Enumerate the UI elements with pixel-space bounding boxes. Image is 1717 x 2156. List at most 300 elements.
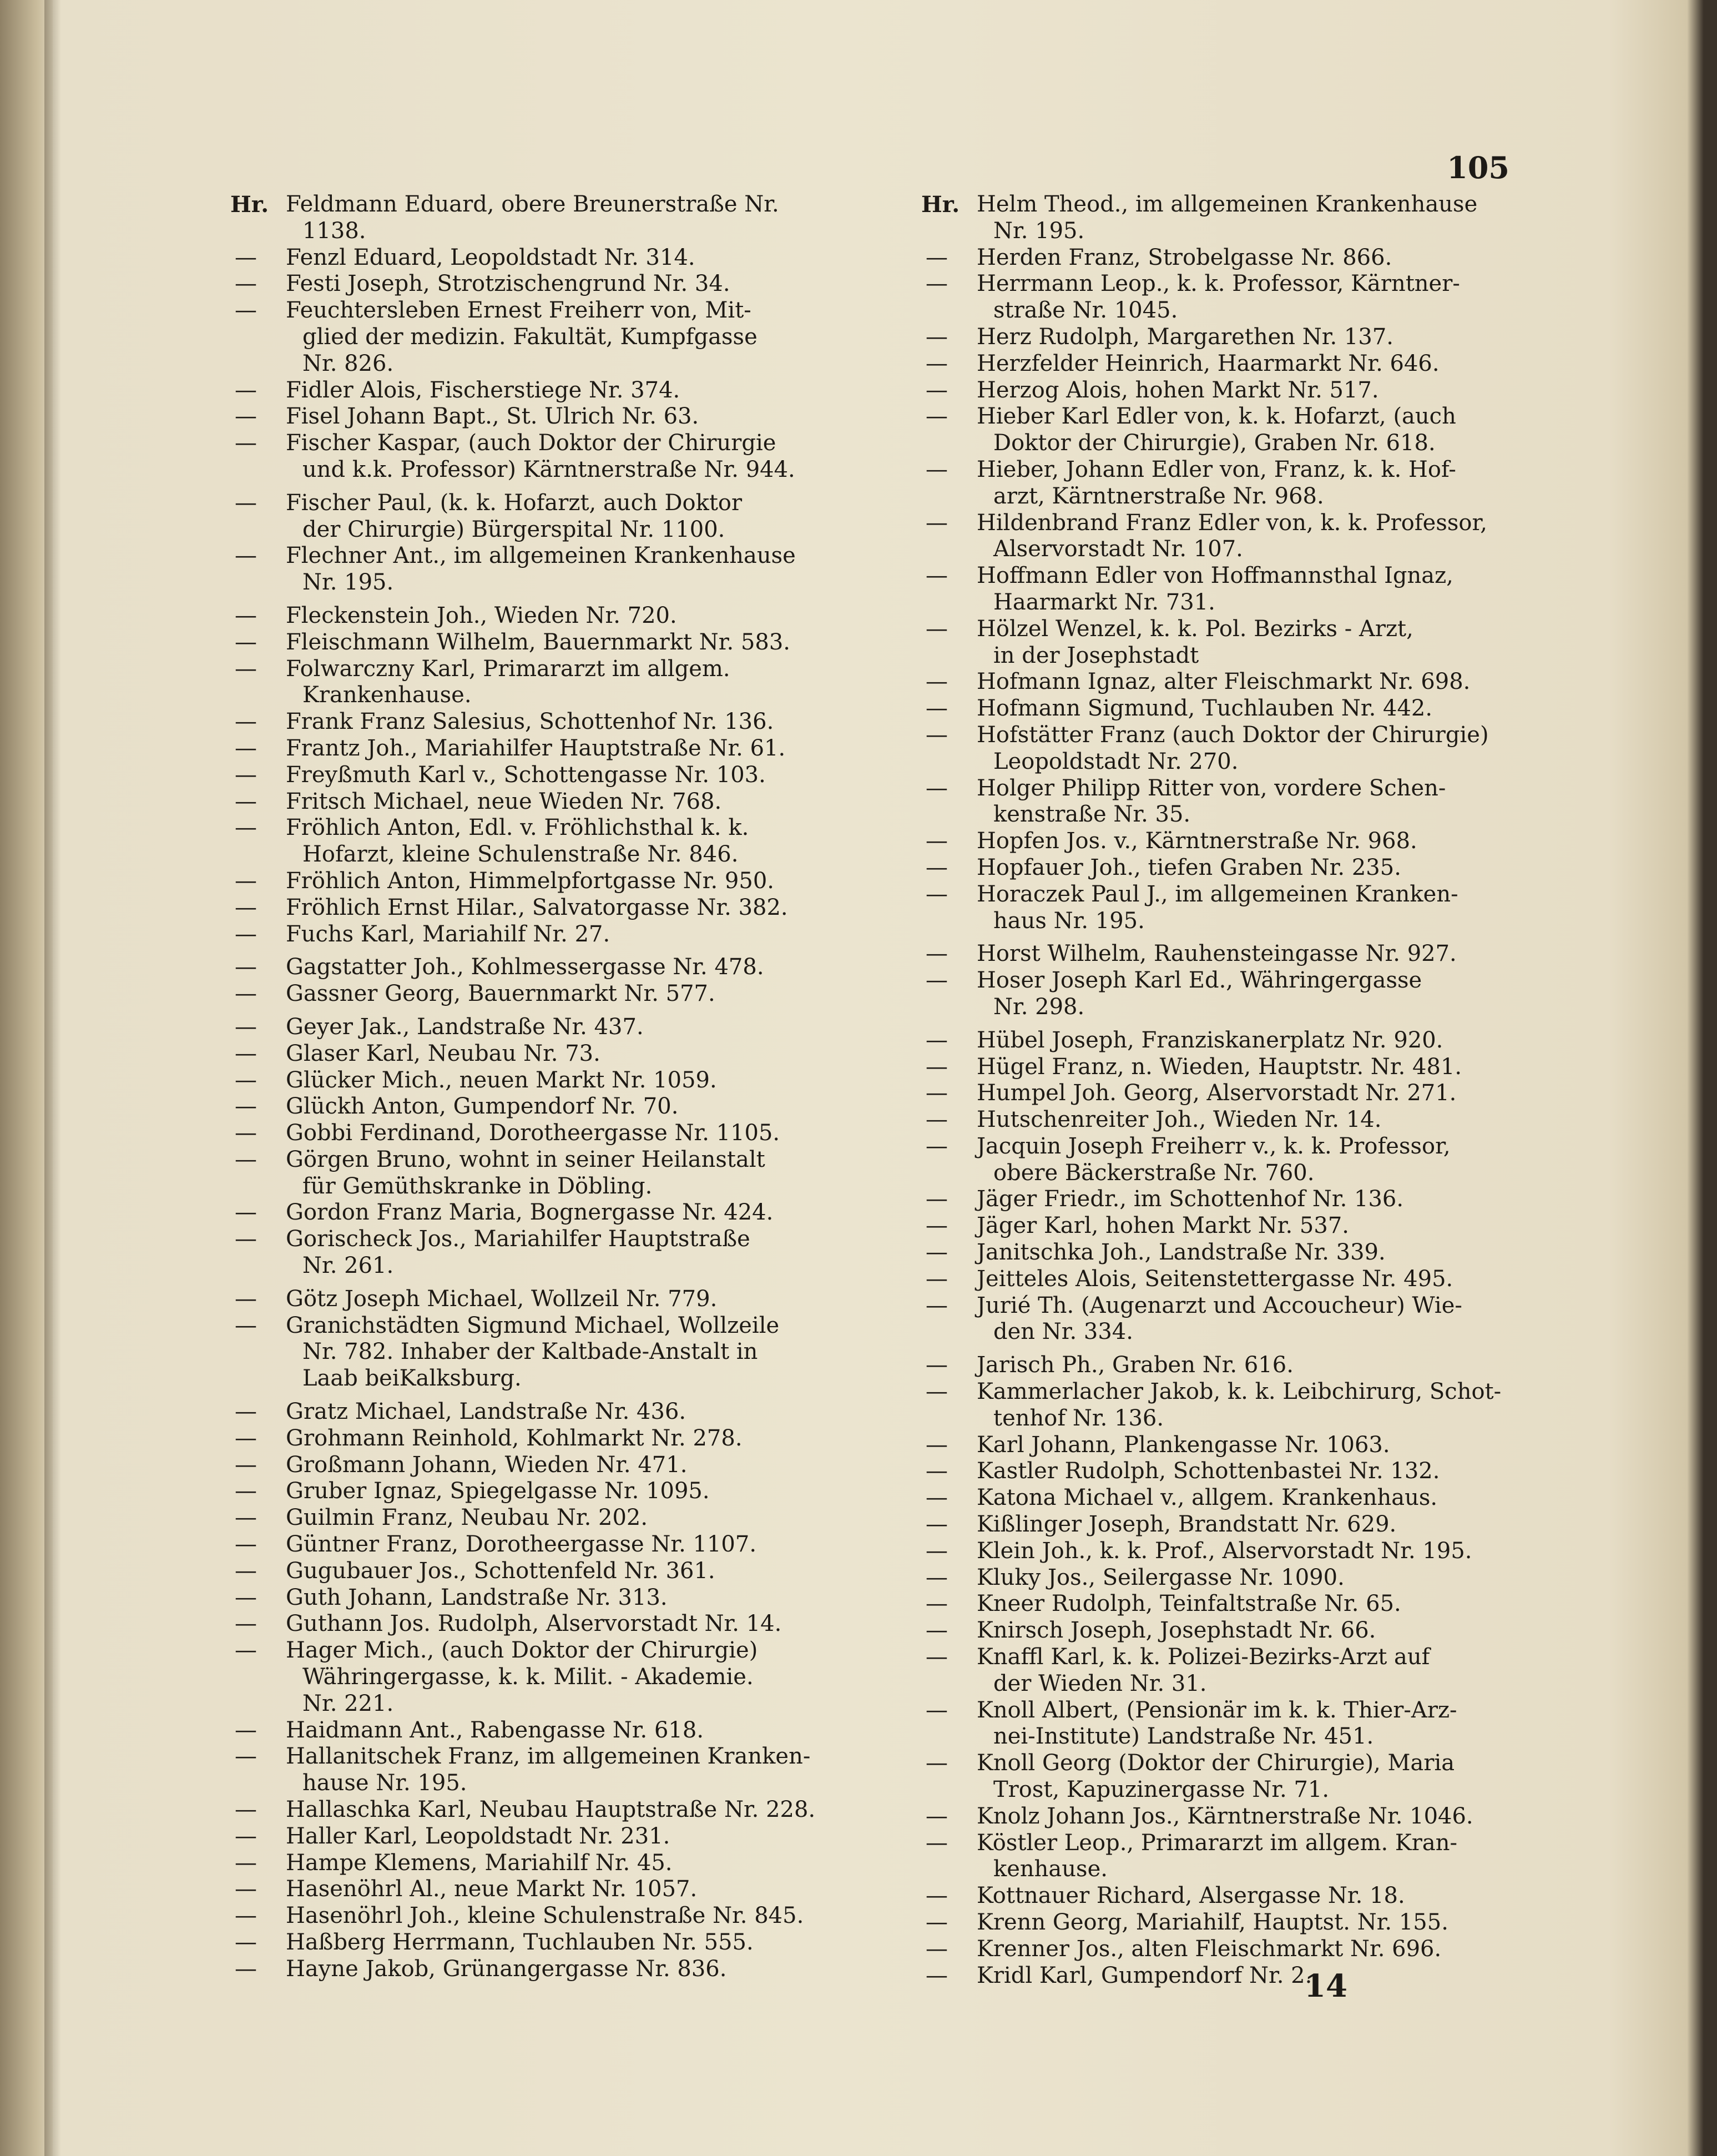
directory-entry bbox=[230, 1067, 819, 1094]
directory-entry bbox=[230, 921, 819, 948]
entry-text: Güntner Franz, Dorotheergasse Nr. 1107. bbox=[286, 1532, 757, 1558]
entry-text: Herzog Alois, hohen Markt Nr. 517. bbox=[977, 377, 1379, 403]
ditto-dash: — bbox=[235, 1014, 257, 1040]
entry-text: Hopfen Jos. v., Kärntnerstraße Nr. 968. bbox=[977, 828, 1417, 854]
ditto-dash: — bbox=[926, 563, 948, 589]
directory-entry bbox=[230, 1226, 819, 1280]
entry-text: Hofstätter Franz (auch Doktor der Chirurgie) bbox=[977, 722, 1489, 748]
entry-text: Horaczek Paul J., im allgemeinen Kranken- bbox=[977, 881, 1458, 907]
ditto-dash: — bbox=[235, 1452, 257, 1478]
directory-entry bbox=[921, 1352, 1504, 1379]
directory-entry bbox=[921, 1936, 1504, 1963]
directory-entry bbox=[230, 1903, 819, 1930]
entry-continuation: der Chirurgie) Bürgerspital Nr. 1100. bbox=[302, 516, 725, 542]
ditto-dash: — bbox=[926, 1292, 948, 1318]
directory-entry bbox=[230, 1585, 819, 1611]
entry-text: Hieber Karl Edler von, k. k. Hofarzt, (auch bbox=[977, 404, 1456, 430]
ditto-dash: — bbox=[926, 696, 948, 722]
ditto-dash: — bbox=[926, 377, 948, 403]
entry-text: Fröhlich Anton, Edl. v. Fröhlichsthal k. k. bbox=[286, 815, 749, 841]
entry-continuation: 1138. bbox=[302, 218, 366, 244]
entry-text: Holger Philipp Ritter von, vordere Schen- bbox=[977, 775, 1446, 801]
ditto-dash: — bbox=[926, 1352, 948, 1378]
directory-entry bbox=[921, 1213, 1504, 1240]
ditto-dash: — bbox=[235, 1584, 257, 1610]
directory-entry bbox=[921, 377, 1504, 404]
ditto-dash: — bbox=[235, 1930, 257, 1955]
ditto-dash: — bbox=[235, 1850, 257, 1876]
ditto-dash: — bbox=[926, 1213, 948, 1239]
ditto-dash: — bbox=[926, 968, 948, 994]
ditto-dash: — bbox=[926, 510, 948, 536]
directory-entry bbox=[230, 603, 819, 629]
entry-text: Hallanitschek Franz, im allgemeinen Kranken- bbox=[286, 1744, 811, 1770]
printer-signature: 14 bbox=[1304, 1968, 1347, 2004]
directory-entry bbox=[921, 828, 1504, 855]
directory-entry bbox=[921, 1134, 1504, 1187]
ditto-dash: — bbox=[926, 1133, 948, 1159]
ditto-dash: — bbox=[926, 350, 948, 376]
entry-text: Jacquin Joseph Freiherr v., k. k. Professor, bbox=[977, 1133, 1451, 1159]
entry-text: Fröhlich Anton, Himmelpfortgasse Nr. 950. bbox=[286, 868, 774, 894]
ditto-dash: — bbox=[235, 788, 257, 814]
directory-entry bbox=[230, 629, 819, 656]
ditto-dash: — bbox=[235, 298, 257, 324]
entry-continuation: Nr. 298. bbox=[993, 994, 1085, 1020]
ditto-dash: — bbox=[235, 1286, 257, 1312]
entry-text: Frank Franz Salesius, Schottenhof Nr. 136. bbox=[286, 709, 774, 735]
ditto-dash: — bbox=[926, 1591, 948, 1617]
ditto-dash: — bbox=[926, 616, 948, 642]
ditto-dash: — bbox=[235, 981, 257, 1007]
entry-continuation: nei-Institute) Landstraße Nr. 451. bbox=[993, 1724, 1374, 1750]
entry-text: Herden Franz, Strobelgasse Nr. 866. bbox=[977, 244, 1392, 270]
ditto-dash: — bbox=[235, 271, 257, 297]
entry-text: Janitschka Joh., Landstraße Nr. 339. bbox=[977, 1240, 1386, 1266]
entry-continuation: den Nr. 334. bbox=[993, 1319, 1133, 1345]
ditto-dash: — bbox=[926, 1054, 948, 1080]
directory-entry bbox=[230, 789, 819, 815]
ditto-dash: — bbox=[926, 1485, 948, 1511]
directory-entry bbox=[230, 1200, 819, 1226]
directory-entry bbox=[230, 1041, 819, 1067]
binding-shadow bbox=[44, 0, 61, 2156]
directory-entry bbox=[921, 616, 1504, 669]
directory-entry bbox=[230, 1532, 819, 1558]
entry-text: Hager Mich., (auch Doktor der Chirurgie) bbox=[286, 1638, 758, 1664]
entry-text: Krenn Georg, Mariahilf, Hauptst. Nr. 155. bbox=[977, 1910, 1448, 1935]
directory-entry bbox=[921, 404, 1504, 457]
ditto-dash: — bbox=[235, 1956, 257, 1982]
ditto-dash: — bbox=[235, 1717, 257, 1743]
ditto-dash: — bbox=[926, 669, 948, 695]
entry-text: Gruber Ignaz, Spiegelgasse Nr. 1095. bbox=[286, 1478, 710, 1504]
directory-entry bbox=[921, 1432, 1504, 1459]
directory-entry bbox=[230, 1094, 819, 1120]
ditto-dash: — bbox=[235, 1040, 257, 1066]
directory-entry bbox=[230, 1717, 819, 1744]
directory-entry bbox=[230, 1850, 819, 1877]
directory-entry bbox=[921, 1538, 1504, 1565]
entry-text: Feldmann Eduard, obere Breunerstraße Nr. bbox=[286, 192, 779, 217]
directory-entry bbox=[921, 1186, 1504, 1213]
entry-continuation: Haarmarkt Nr. 731. bbox=[993, 589, 1215, 615]
entry-text: Haßberg Herrmann, Tuchlauben Nr. 555. bbox=[286, 1930, 754, 1955]
entry-text: Glücker Mich., neuen Markt Nr. 1059. bbox=[286, 1067, 717, 1093]
directory-entry bbox=[230, 1313, 819, 1392]
directory-entry bbox=[230, 815, 819, 868]
entry-text: Hofmann Sigmund, Tuchlauben Nr. 442. bbox=[977, 696, 1433, 722]
entry-continuation: Nr. 782. Inhaber der Kaltbade-Anstalt in bbox=[302, 1339, 758, 1365]
entry-text: Hieber, Johann Edler von, Franz, k. k. Hof- bbox=[977, 456, 1456, 482]
entry-text: Karl Johann, Plankengasse Nr. 1063. bbox=[977, 1432, 1390, 1458]
ditto-dash: — bbox=[926, 1240, 948, 1266]
ditto-dash: — bbox=[926, 1027, 948, 1053]
directory-entry bbox=[230, 762, 819, 789]
ditto-dash: — bbox=[926, 1962, 948, 1988]
ditto-dash: — bbox=[926, 1458, 948, 1484]
directory-entry bbox=[921, 510, 1504, 563]
directory-entry bbox=[921, 1485, 1504, 1512]
entry-text: Humpel Joh. Georg, Alservorstadt Nr. 271. bbox=[977, 1080, 1457, 1106]
entry-text: Guthann Jos. Rudolph, Alservorstadt Nr. 14. bbox=[286, 1611, 782, 1637]
entry-text: Kridl Karl, Gumpendorf Nr. 2. bbox=[977, 1962, 1312, 1988]
entry-continuation: kenstraße Nr. 35. bbox=[993, 802, 1191, 828]
directory-entry bbox=[921, 1266, 1504, 1293]
entry-text: Hoffmann Edler von Hoffmannsthal Ignaz, bbox=[977, 563, 1453, 589]
directory-entry bbox=[230, 1505, 819, 1532]
entry-text: Glückh Anton, Gumpendorf Nr. 70. bbox=[286, 1094, 679, 1120]
page-number: 105 bbox=[1447, 150, 1509, 185]
ditto-dash: — bbox=[926, 854, 948, 880]
ditto-dash: — bbox=[235, 430, 257, 456]
directory-entry bbox=[921, 1458, 1504, 1485]
directory-entry bbox=[230, 868, 819, 895]
ditto-dash: — bbox=[235, 602, 257, 628]
directory-entry bbox=[230, 736, 819, 762]
directory-entry bbox=[230, 1120, 819, 1147]
ditto-dash: — bbox=[926, 244, 948, 270]
entry-continuation: Hofarzt, kleine Schulenstraße Nr. 846. bbox=[302, 842, 739, 868]
directory-entry bbox=[230, 1286, 819, 1313]
directory-entry bbox=[921, 1293, 1504, 1346]
entry-text: Kammerlacher Jakob, k. k. Leibchirurg, Schot- bbox=[977, 1379, 1502, 1405]
entry-text: Gordon Franz Maria, Bognergasse Nr. 424. bbox=[286, 1200, 774, 1226]
entry-continuation: kenhause. bbox=[993, 1856, 1108, 1882]
entry-text: Fisel Johann Bapt., St. Ulrich Nr. 63. bbox=[286, 404, 699, 430]
ditto-dash: — bbox=[926, 404, 948, 430]
entry-continuation: haus Nr. 195. bbox=[993, 908, 1145, 934]
entry-text: Guth Johann, Landstraße Nr. 313. bbox=[286, 1584, 668, 1610]
directory-entry bbox=[921, 457, 1504, 510]
ditto-dash: — bbox=[235, 762, 257, 788]
directory-entry bbox=[230, 271, 819, 298]
entry-continuation: der Wieden Nr. 31. bbox=[993, 1670, 1207, 1696]
ditto-dash: — bbox=[926, 775, 948, 801]
directory-entry bbox=[230, 1638, 819, 1717]
entry-text: Fuchs Karl, Mariahilf Nr. 27. bbox=[286, 921, 610, 947]
directory-entry bbox=[230, 895, 819, 921]
entry-text: Gagstatter Joh., Kohlmessergasse Nr. 478. bbox=[286, 954, 764, 980]
ditto-dash: — bbox=[235, 1120, 257, 1146]
directory-entry bbox=[230, 543, 819, 596]
ditto-dash: — bbox=[235, 1797, 257, 1823]
ditto-dash: — bbox=[235, 1094, 257, 1120]
ditto-dash: — bbox=[235, 1425, 257, 1451]
entry-text: Helm Theod., im allgemeinen Krankenhause bbox=[977, 192, 1478, 217]
entry-text: Hoser Joseph Karl Ed., Währingergasse bbox=[977, 968, 1422, 994]
directory-entry bbox=[921, 1565, 1504, 1591]
directory-entry bbox=[921, 245, 1504, 271]
entry-continuation: Nr. 221. bbox=[302, 1690, 394, 1716]
directory-entry bbox=[921, 1883, 1504, 1910]
entry-text: Krenner Jos., alten Fleischmarkt Nr. 696. bbox=[977, 1936, 1442, 1962]
ditto-dash: — bbox=[926, 1697, 948, 1723]
directory-entry bbox=[230, 656, 819, 709]
entry-text: Horst Wilhelm, Rauhensteingasse Nr. 927. bbox=[977, 941, 1457, 967]
entry-continuation: Doktor der Chirurgie), Graben Nr. 618. bbox=[993, 430, 1436, 456]
ditto-dash: — bbox=[235, 629, 257, 655]
ditto-dash: — bbox=[235, 1067, 257, 1093]
ditto-dash: — bbox=[926, 881, 948, 907]
ditto-dash: — bbox=[235, 1903, 257, 1929]
directory-entry bbox=[230, 1425, 819, 1452]
directory-entry bbox=[230, 1876, 819, 1903]
entry-continuation: in der Josephstadt bbox=[993, 642, 1199, 668]
directory-entry bbox=[230, 1452, 819, 1479]
ditto-dash: — bbox=[235, 1744, 257, 1770]
ditto-dash: — bbox=[926, 1750, 948, 1776]
ditto-dash: — bbox=[235, 1200, 257, 1226]
ditto-dash: — bbox=[235, 543, 257, 569]
entry-continuation: Krankenhause. bbox=[302, 682, 472, 708]
directory-entry bbox=[921, 1963, 1504, 1989]
entry-text: Knoll Georg (Doktor der Chirurgie), Maria bbox=[977, 1750, 1455, 1776]
ditto-dash: — bbox=[235, 377, 257, 403]
entry-text: Fischer Paul, (k. k. Hofarzt, auch Doktor bbox=[286, 490, 743, 516]
directory-entry bbox=[230, 981, 819, 1008]
directory-entry bbox=[230, 1399, 819, 1425]
ditto-dash: — bbox=[235, 1478, 257, 1504]
entry-text: Hasenöhrl Al., neue Markt Nr. 1057. bbox=[286, 1876, 698, 1902]
directory-entry bbox=[921, 1240, 1504, 1266]
ditto-dash: — bbox=[926, 1618, 948, 1644]
entry-continuation: und k.k. Professor) Kärntnerstraße Nr. 944. bbox=[302, 456, 795, 482]
entry-text: Grohmann Reinhold, Kohlmarkt Nr. 278. bbox=[286, 1425, 743, 1451]
entry-text: Hildenbrand Franz Edler von, k. k. Professor, bbox=[977, 510, 1487, 536]
ditto-dash: — bbox=[926, 1266, 948, 1292]
ditto-dash: — bbox=[235, 868, 257, 894]
entry-text: Kluky Jos., Seilergasse Nr. 1090. bbox=[977, 1564, 1345, 1590]
ditto-dash: — bbox=[235, 709, 257, 735]
entry-text: Kneer Rudolph, Teinfaltstraße Nr. 65. bbox=[977, 1591, 1401, 1617]
directory-entry bbox=[921, 855, 1504, 881]
entry-text: Hayne Jakob, Grünangergasse Nr. 836. bbox=[286, 1956, 727, 1982]
ditto-dash: — bbox=[926, 1936, 948, 1962]
ditto-dash: — bbox=[926, 1644, 948, 1670]
directory-entry bbox=[230, 1956, 819, 1983]
directory-entry bbox=[921, 1750, 1504, 1804]
entry-text: Jäger Friedr., im Schottenhof Nr. 136. bbox=[977, 1186, 1404, 1212]
ditto-dash: — bbox=[926, 271, 948, 297]
title-abbreviation: Hr. bbox=[230, 192, 269, 218]
ditto-dash: — bbox=[235, 954, 257, 980]
directory-entry bbox=[921, 563, 1504, 616]
directory-entry bbox=[921, 881, 1504, 935]
entry-text: Katona Michael v., allgem. Krankenhaus. bbox=[977, 1485, 1438, 1511]
directory-entry bbox=[230, 1014, 819, 1041]
entry-text: Jäger Karl, hohen Markt Nr. 537. bbox=[977, 1213, 1349, 1239]
ditto-dash: — bbox=[926, 324, 948, 350]
entry-text: Hopfauer Joh., tiefen Graben Nr. 235. bbox=[977, 854, 1401, 880]
directory-entry bbox=[230, 1823, 819, 1850]
entry-text: Herz Rudolph, Margarethen Nr. 137. bbox=[977, 324, 1393, 350]
entry-text: Fleckenstein Joh., Wieden Nr. 720. bbox=[286, 602, 677, 628]
entry-text: Glaser Karl, Neubau Nr. 73. bbox=[286, 1040, 600, 1066]
entry-text: Feuchtersleben Ernest Freiherr von, Mit- bbox=[286, 298, 751, 324]
directory-entry bbox=[230, 1611, 819, 1638]
directory-entry bbox=[230, 245, 819, 271]
directory-entry bbox=[230, 404, 819, 430]
ditto-dash: — bbox=[235, 1876, 257, 1902]
directory-entry bbox=[921, 1379, 1504, 1432]
entry-continuation: glied der medizin. Fakultät, Kumpfgasse bbox=[302, 324, 758, 350]
entry-text: Fritsch Michael, neue Wieden Nr. 768. bbox=[286, 788, 722, 814]
entry-text: Freyßmuth Karl v., Schottengasse Nr. 103. bbox=[286, 762, 766, 788]
entry-text: Jarisch Ph., Graben Nr. 616. bbox=[977, 1352, 1294, 1378]
ditto-dash: — bbox=[235, 1226, 257, 1252]
entry-continuation: Nr. 826. bbox=[302, 350, 394, 376]
ditto-dash: — bbox=[235, 1558, 257, 1584]
directory-entry bbox=[230, 298, 819, 377]
entry-continuation: Alservorstadt Nr. 107. bbox=[993, 536, 1243, 562]
entry-text: Knaffl Karl, k. k. Polizei-Bezirks-Arzt auf bbox=[977, 1644, 1430, 1670]
directory-entry bbox=[921, 1054, 1504, 1081]
title-abbreviation: Hr. bbox=[921, 192, 960, 218]
ditto-dash: — bbox=[235, 1146, 257, 1172]
entry-text: Flechner Ant., im allgemeinen Krankenhause bbox=[286, 543, 796, 569]
entry-text: Gorischeck Jos., Mariahilfer Hauptstraße bbox=[286, 1226, 750, 1252]
entry-text: Haidmann Ant., Rabengasse Nr. 618. bbox=[286, 1717, 704, 1743]
ditto-dash: — bbox=[235, 656, 257, 682]
ditto-dash: — bbox=[235, 1638, 257, 1664]
directory-entry bbox=[230, 1930, 819, 1956]
ditto-dash: — bbox=[926, 1803, 948, 1829]
directory-entry bbox=[921, 669, 1504, 696]
directory-entry bbox=[230, 1744, 819, 1797]
entry-continuation: Nr. 195. bbox=[302, 570, 394, 596]
ditto-dash: — bbox=[235, 490, 257, 516]
ditto-dash: — bbox=[235, 1823, 257, 1849]
directory-entry bbox=[921, 192, 1504, 245]
ditto-dash: — bbox=[926, 1080, 948, 1106]
ditto-dash: — bbox=[235, 404, 257, 430]
entry-text: Fenzl Eduard, Leopoldstadt Nr. 314. bbox=[286, 244, 695, 270]
ditto-dash: — bbox=[235, 815, 257, 841]
entry-text: Folwarczny Karl, Primararzt im allgem. bbox=[286, 656, 730, 682]
entry-text: Fleischmann Wilhelm, Bauernmarkt Nr. 583. bbox=[286, 629, 791, 655]
ditto-dash: — bbox=[926, 1564, 948, 1590]
entry-text: Herrmann Leop., k. k. Professor, Kärntner- bbox=[977, 271, 1460, 297]
directory-entry bbox=[921, 324, 1504, 351]
entry-continuation: tenhof Nr. 136. bbox=[993, 1405, 1164, 1431]
entry-continuation: Nr. 195. bbox=[993, 218, 1085, 244]
ditto-dash: — bbox=[926, 1883, 948, 1909]
entry-text: Großmann Johann, Wieden Nr. 471. bbox=[286, 1452, 688, 1478]
entry-text: Gratz Michael, Landstraße Nr. 436. bbox=[286, 1399, 686, 1425]
ditto-dash: — bbox=[926, 941, 948, 967]
ditto-dash: — bbox=[926, 1538, 948, 1564]
entry-continuation: Währingergasse, k. k. Milit. - Akademie. bbox=[302, 1664, 754, 1690]
ditto-dash: — bbox=[235, 894, 257, 920]
entry-text: Kottnauer Richard, Alsergasse Nr. 18. bbox=[977, 1883, 1405, 1909]
entry-text: Klein Joh., k. k. Prof., Alservorstadt Nr. 195. bbox=[977, 1538, 1472, 1564]
directory-entry bbox=[230, 1797, 819, 1823]
directory-entry bbox=[921, 1080, 1504, 1107]
entry-text: Köstler Leop., Primararzt im allgem. Kran- bbox=[977, 1830, 1458, 1856]
ditto-dash: — bbox=[235, 1532, 257, 1558]
entry-text: Hügel Franz, n. Wieden, Hauptstr. Nr. 481. bbox=[977, 1054, 1462, 1080]
entry-text: Haller Karl, Leopoldstadt Nr. 231. bbox=[286, 1823, 670, 1849]
entry-continuation: Leopoldstadt Nr. 270. bbox=[993, 748, 1239, 774]
ditto-dash: — bbox=[926, 1186, 948, 1212]
entry-text: Geyer Jak., Landstraße Nr. 437. bbox=[286, 1014, 644, 1040]
ditto-dash: — bbox=[926, 1512, 948, 1538]
left-column bbox=[230, 192, 819, 1983]
ditto-dash: — bbox=[926, 456, 948, 482]
entry-text: Frantz Joh., Mariahilfer Hauptstraße Nr. 61. bbox=[286, 735, 786, 761]
right-column bbox=[921, 192, 1504, 1989]
directory-entry bbox=[921, 271, 1504, 324]
entry-text: Fröhlich Ernst Hilar., Salvatorgasse Nr. 382. bbox=[286, 894, 788, 920]
directory-entry bbox=[921, 696, 1504, 722]
ditto-dash: — bbox=[926, 1830, 948, 1856]
entry-text: Hübel Joseph, Franziskanerplatz Nr. 920. bbox=[977, 1027, 1443, 1053]
entry-text: Herzfelder Heinrich, Haarmarkt Nr. 646. bbox=[977, 350, 1440, 376]
directory-entry bbox=[921, 351, 1504, 377]
directory-entry bbox=[921, 1804, 1504, 1830]
directory-entry bbox=[921, 1910, 1504, 1936]
ditto-dash: — bbox=[926, 1910, 948, 1935]
entry-continuation: Laab beiKalksburg. bbox=[302, 1366, 522, 1392]
entry-text: Gugubauer Jos., Schottenfeld Nr. 361. bbox=[286, 1558, 715, 1584]
ditto-dash: — bbox=[235, 921, 257, 947]
directory-entry bbox=[921, 968, 1504, 1021]
entry-continuation: Trost, Kapuzinergasse Nr. 71. bbox=[993, 1777, 1330, 1803]
directory-entry bbox=[921, 1027, 1504, 1054]
ditto-dash: — bbox=[926, 722, 948, 748]
directory-entry bbox=[921, 1830, 1504, 1883]
entry-text: Gassner Georg, Bauernmarkt Nr. 577. bbox=[286, 981, 715, 1007]
entry-text: Granichstädten Sigmund Michael, Wollzeile bbox=[286, 1312, 780, 1338]
entry-text: Kastler Rudolph, Schottenbastei Nr. 132. bbox=[977, 1458, 1440, 1484]
entry-text: Görgen Bruno, wohnt in seiner Heilanstalt bbox=[286, 1146, 765, 1172]
entry-continuation: für Gemüthskranke in Döbling. bbox=[302, 1173, 653, 1199]
ditto-dash: — bbox=[926, 1432, 948, 1458]
ditto-dash: — bbox=[926, 828, 948, 854]
directory-entry bbox=[230, 1478, 819, 1505]
directory-entry bbox=[921, 1591, 1504, 1618]
entry-text: Guilmin Franz, Neubau Nr. 202. bbox=[286, 1505, 648, 1531]
entry-text: Hampe Klemens, Mariahilf Nr. 45. bbox=[286, 1850, 673, 1876]
directory-entry bbox=[230, 1558, 819, 1585]
ditto-dash: — bbox=[235, 244, 257, 270]
directory-entry bbox=[230, 954, 819, 981]
entry-text: Hölzel Wenzel, k. k. Pol. Bezirks - Arzt, bbox=[977, 616, 1413, 642]
entry-text: Festi Joseph, Strotzischengrund Nr. 34. bbox=[286, 271, 730, 297]
entry-text: Jurié Th. (Augenarzt und Accoucheur) Wie- bbox=[977, 1292, 1462, 1318]
entry-text: Hutschenreiter Joh., Wieden Nr. 14. bbox=[977, 1107, 1382, 1133]
